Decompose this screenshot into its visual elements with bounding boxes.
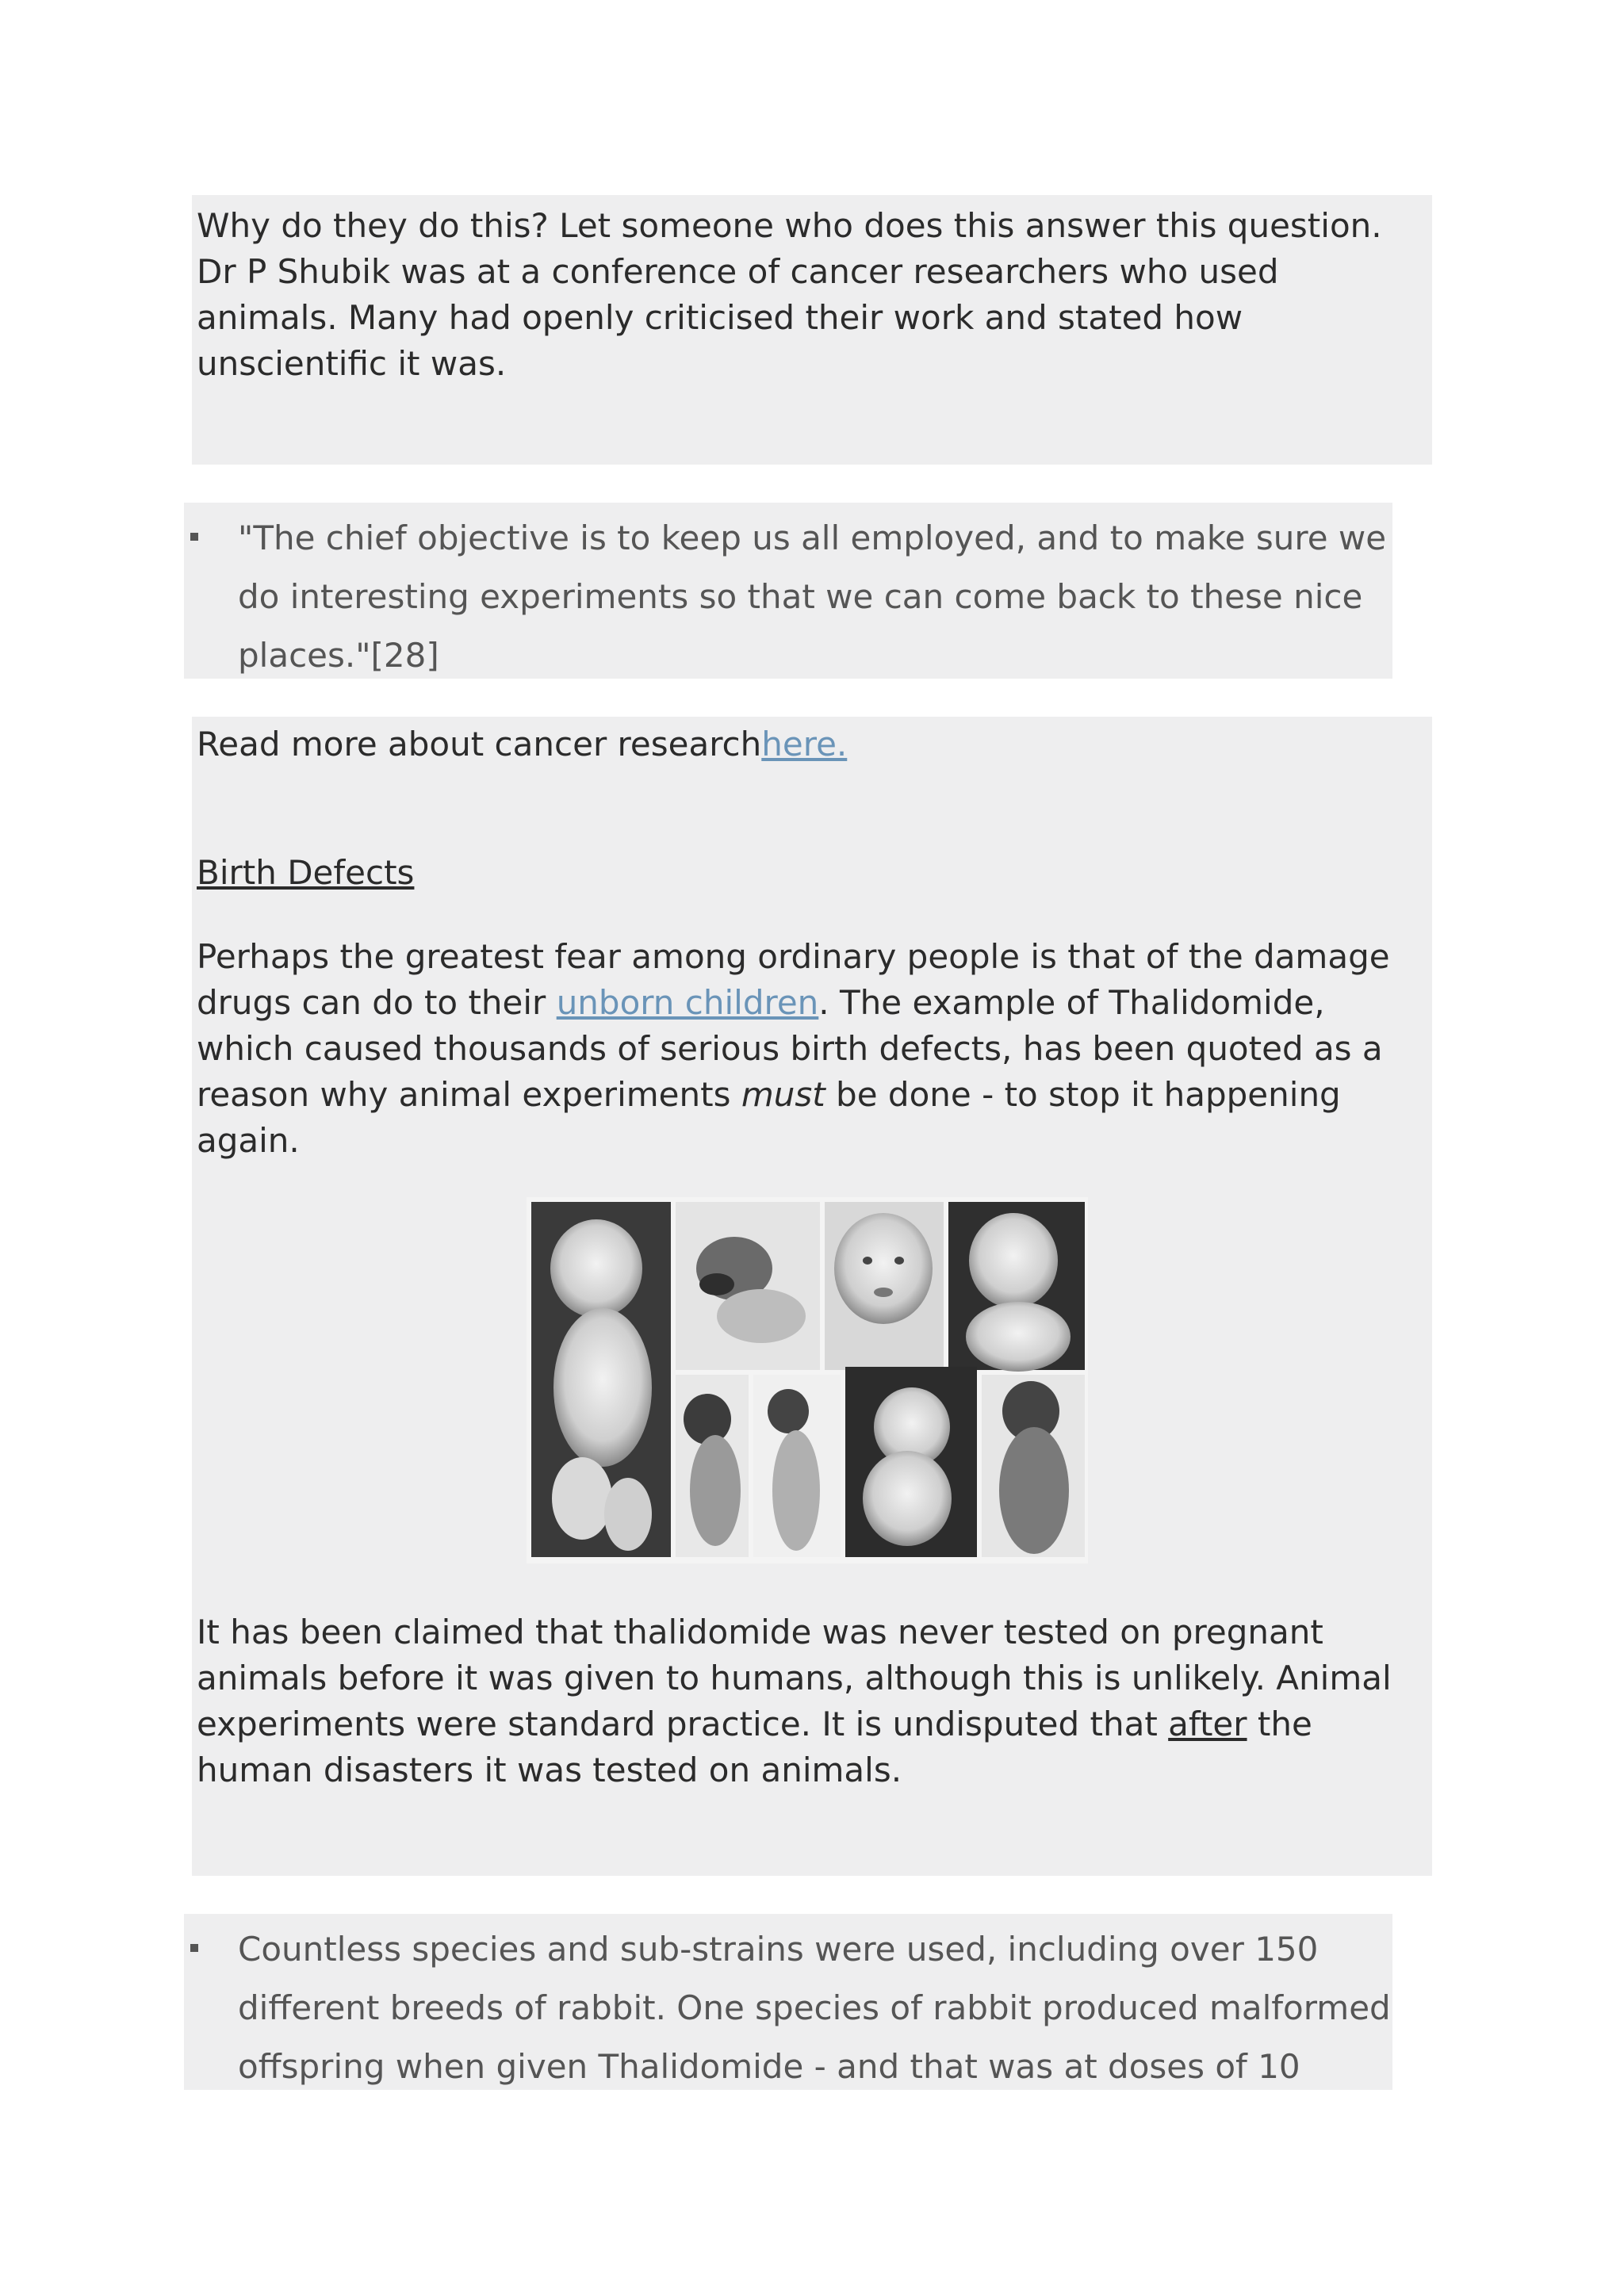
quote-box-1 — [184, 503, 1392, 679]
square-bullet-icon — [190, 533, 198, 541]
thalidomide-photo-collage — [527, 1197, 1088, 1563]
intro-paragraph: Why do they do this? Let someone who does this answer this question. Dr P Shubik was at a conference of cancer researchers who used animals. Many had openly criticised their work and stated how unscientific it was. — [197, 206, 1382, 383]
p2-text-end: the human disasters it was tested on animals. — [197, 1705, 1312, 1789]
quote-box-2 — [184, 1914, 1392, 2090]
quote-list-item — [184, 509, 1392, 679]
read-more-text: Read more about cancer research — [197, 725, 762, 763]
quote-list-item — [184, 1920, 1392, 2090]
read-more-line — [197, 721, 847, 767]
p2-underlined-word: after — [1168, 1705, 1247, 1743]
unborn-children-link[interactable]: unborn children — [556, 983, 819, 1022]
quote-text: "The chief objective is to keep us all employed, and to make sure we do interesting experiments so that we can come back to these nice places."[28] — [238, 519, 1387, 675]
square-bullet-icon — [190, 1944, 198, 1952]
p1-text-middle: . The example of Thalidomide, which caused thousands of serious birth defects, has been quoted as a reason why animal experiments — [197, 983, 1383, 1114]
p1-text-start: Perhaps the greatest fear among ordinary people is that of the damage drugs can do to their — [197, 937, 1390, 1022]
intro-box — [192, 195, 1432, 465]
photo-collage-graphic — [527, 1197, 1088, 1563]
birth-defects-paragraph-1 — [197, 934, 1418, 1164]
p1-emphasis: must — [741, 1075, 825, 1114]
section-heading: Birth Defects — [197, 853, 415, 892]
p1-text-end: be done - to stop it happening again. — [197, 1075, 1341, 1160]
birth-defects-paragraph-2 — [197, 1609, 1426, 1793]
p2-text-start: It has been claimed that thalidomide was never tested on pregnant animals before it was given to humans, although this is unlikely. Animal experiments were standard practice. It is undisputed that — [197, 1613, 1392, 1743]
here-link[interactable]: here. — [761, 725, 848, 763]
quote-text: Countless species and sub-strains were used, including over 150 different breeds of rabbit. One species of rabbit produced malformed offspring when given Thalidomide - and that was at doses of 10 — [238, 1930, 1391, 2086]
